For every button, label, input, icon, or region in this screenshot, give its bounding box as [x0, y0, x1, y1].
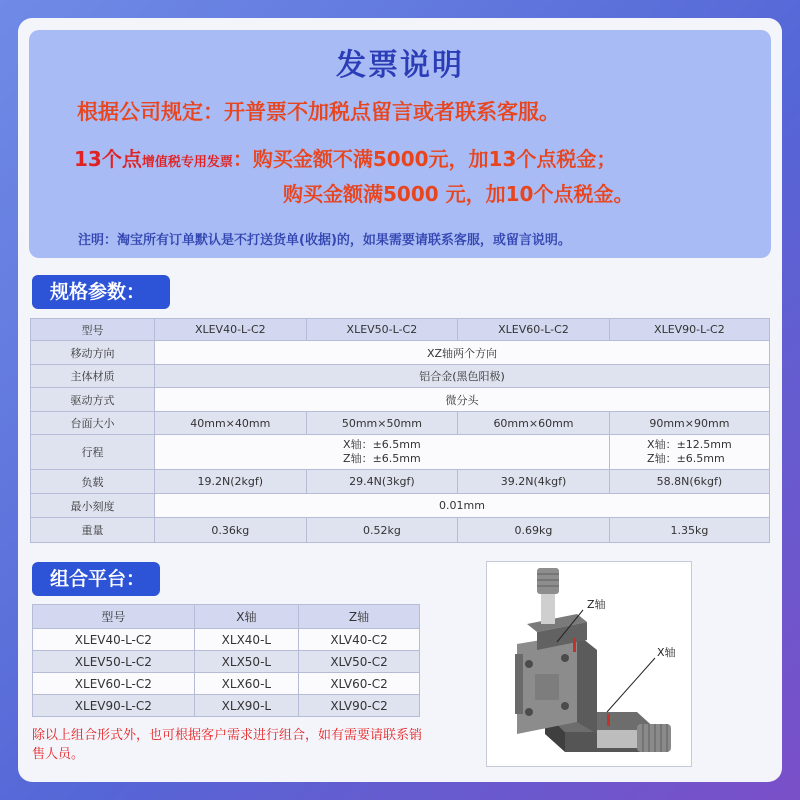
- drive-value: 微分头: [155, 388, 770, 412]
- combo-header: Z轴: [299, 605, 420, 629]
- x-scale-mark: [607, 714, 610, 726]
- direction-value: XZ轴两个方向: [155, 341, 770, 365]
- table-size-value: 40mm×40mm: [155, 412, 307, 435]
- combo-table: [32, 604, 420, 717]
- travel-x: X轴：±12.5mm: [647, 438, 732, 451]
- invoice-title: 发票说明: [336, 48, 464, 83]
- weight-value: 1.35kg: [609, 518, 769, 543]
- combo-model: XLEV40-L-C2: [33, 629, 195, 651]
- spec-header-label: 型号: [31, 319, 155, 341]
- z-scale-mark: [573, 638, 576, 652]
- z-stage-side: [577, 634, 597, 734]
- xz-stage-illustration: [487, 562, 693, 768]
- weight-value: 0.36kg: [155, 518, 307, 543]
- material-label: 主体材质: [31, 365, 155, 388]
- combo-note: 除以上组合形式外，也可根据客户需求进行组合，如有需要请联系销售人员。: [32, 728, 423, 762]
- travel-x: X轴：±6.5mm: [343, 438, 421, 451]
- combo-header: X轴: [194, 605, 298, 629]
- combo-x-axis: XLX90-L: [194, 695, 298, 717]
- combo-model: XLEV60-L-C2: [33, 673, 195, 695]
- stage-photo: [486, 561, 692, 767]
- combo-z-axis: XLV50-C2: [299, 651, 420, 673]
- material-value: 铝合金(黑色阳极): [155, 365, 770, 388]
- x-micrometer-sleeve: [597, 730, 637, 748]
- weight-value: 0.69kg: [458, 518, 610, 543]
- combo-x-axis: XLX60-L: [194, 673, 298, 695]
- combo-heading: 组合平台：: [32, 562, 160, 596]
- table-size-value: 60mm×60mm: [458, 412, 610, 435]
- screw-hole: [561, 702, 569, 710]
- model-name: XLEV60-L-C2: [458, 319, 610, 341]
- load-label: 负载: [31, 470, 155, 494]
- travel-z: Z轴：±6.5mm: [343, 452, 421, 465]
- direction-label: 移动方向: [31, 341, 155, 365]
- combo-z-axis: XLV90-C2: [299, 695, 420, 717]
- combo-header: 型号: [33, 605, 195, 629]
- load-value: 29.4N(3kgf): [306, 470, 458, 494]
- table-size-label: 台面大小: [31, 412, 155, 435]
- mount-plate: [535, 674, 559, 700]
- min-scale-value: 0.01mm: [155, 494, 770, 518]
- z-micrometer-thimble: [537, 568, 559, 594]
- z-micrometer-sleeve: [541, 592, 555, 624]
- spec-table: [30, 318, 770, 543]
- vat-rate-text: 13个点: [74, 147, 142, 171]
- combo-z-axis: XLV60-C2: [299, 673, 420, 695]
- min-scale-label: 最小刻度: [31, 494, 155, 518]
- table-size-value: 50mm×50mm: [306, 412, 458, 435]
- load-value: 19.2N(2kgf): [155, 470, 307, 494]
- travel-label: 行程: [31, 435, 155, 470]
- drive-label: 驱动方式: [31, 388, 155, 412]
- weight-value: 0.52kg: [306, 518, 458, 543]
- travel-small-value: [155, 435, 610, 470]
- combo-z-axis: XLV40-C2: [299, 629, 420, 651]
- load-value: 39.2N(4kgf): [458, 470, 610, 494]
- vat-under-threshold: ：购买金额不满5000元，加13个点税金；: [232, 147, 617, 171]
- travel-large-value: [609, 435, 769, 470]
- model-name: XLEV90-L-C2: [609, 319, 769, 341]
- spec-heading: 规格参数：: [32, 275, 170, 309]
- vat-invoice-type: 增值税专用发票: [141, 155, 233, 170]
- screw-hole: [525, 708, 533, 716]
- combo-model: XLEV90-L-C2: [33, 695, 195, 717]
- x-micrometer-thimble: [637, 724, 671, 752]
- invoice-vat-line: [74, 143, 616, 172]
- table-size-value: 90mm×90mm: [609, 412, 769, 435]
- x-callout-line: [607, 658, 655, 712]
- weight-label: 重量: [31, 518, 155, 543]
- invoice-note: 注明：淘宝所有订单默认是不打送货单(收据)的，如果需要请联系客服，或留言说明。: [78, 233, 571, 248]
- x-axis-callout: X轴: [657, 646, 676, 659]
- screw-hole: [525, 660, 533, 668]
- combo-model: XLEV50-L-C2: [33, 651, 195, 673]
- invoice-over-threshold: 购买金额满5000 元，加10个点税金。: [283, 182, 634, 206]
- screw-hole: [561, 654, 569, 662]
- model-name: XLEV40-L-C2: [155, 319, 307, 341]
- travel-z: Z轴：±6.5mm: [647, 452, 725, 465]
- invoice-rule-line: 根据公司规定：开普票不加税点留言或者联系客服。: [77, 100, 560, 124]
- combo-x-axis: XLX40-L: [194, 629, 298, 651]
- z-rail: [515, 654, 523, 714]
- load-value: 58.8N(6kgf): [609, 470, 769, 494]
- z-axis-callout: Z轴: [587, 598, 606, 611]
- model-name: XLEV50-L-C2: [306, 319, 458, 341]
- combo-x-axis: XLX50-L: [194, 651, 298, 673]
